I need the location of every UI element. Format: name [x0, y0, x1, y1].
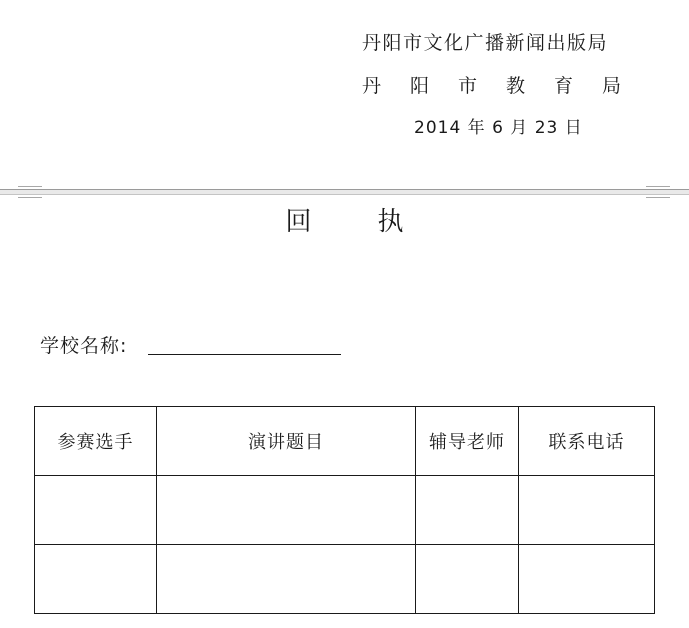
issuer-education-bureau — [362, 71, 622, 98]
table-cell[interactable] — [35, 545, 157, 614]
table-row — [35, 545, 655, 614]
page-break-divider — [0, 189, 689, 195]
table-row — [35, 476, 655, 545]
issuer-education-char: 育 — [554, 75, 575, 97]
table-cell[interactable] — [416, 545, 519, 614]
issuer-education-char: 阳 — [410, 75, 431, 97]
left-margin-marker — [18, 186, 42, 198]
header-phone: 联系电话 — [519, 407, 655, 476]
right-margin-marker — [646, 186, 670, 198]
issuer-education-char: 局 — [602, 75, 623, 97]
header-instructor: 辅导老师 — [416, 407, 519, 476]
header-contestant: 参赛选手 — [35, 407, 157, 476]
header-speech-topic: 演讲题目 — [157, 407, 416, 476]
school-name-field[interactable] — [148, 354, 341, 355]
table-cell[interactable] — [157, 545, 416, 614]
table-header-row — [35, 407, 655, 476]
issuer-culture-bureau: 丹阳市文化广播新闻出版局 — [362, 32, 609, 54]
issuer-education-char: 市 — [458, 75, 479, 97]
title-char: 执 — [377, 207, 404, 237]
issuer-education-char: 丹 — [362, 75, 383, 97]
table-cell[interactable] — [519, 476, 655, 545]
school-name-label: 学校名称: — [40, 335, 128, 357]
table-cell[interactable] — [157, 476, 416, 545]
reply-table — [34, 406, 655, 614]
table-cell[interactable] — [35, 476, 157, 545]
table-cell[interactable] — [416, 476, 519, 545]
table-cell[interactable] — [519, 545, 655, 614]
issuer-education-char: 教 — [506, 75, 527, 97]
issue-date: 2014 年 6 月 23 日 — [414, 118, 583, 138]
title-char: 回 — [285, 207, 312, 237]
page-title — [0, 201, 689, 238]
